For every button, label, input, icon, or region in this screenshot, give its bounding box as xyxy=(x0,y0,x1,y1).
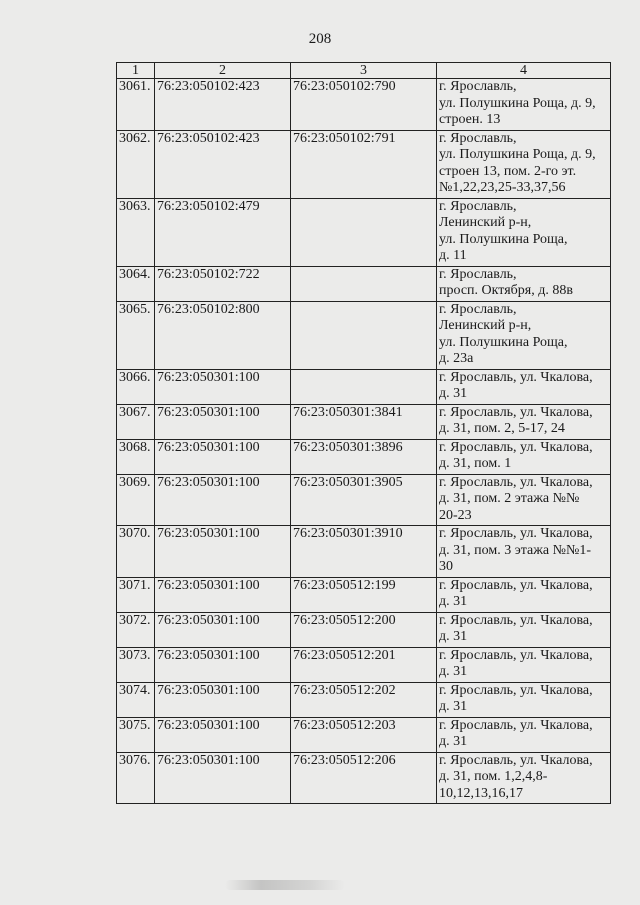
address-cell: г. Ярославль, ул. Чкалова, д. 31 xyxy=(437,612,611,647)
object-cadastral-number-cell xyxy=(291,266,437,301)
address-cell: г. Ярославль, ул. Чкалова, д. 31 xyxy=(437,577,611,612)
table-row xyxy=(117,577,611,612)
address-cell: г. Ярославль, ул. Чкалова, д. 31, пом. 2, 5-17, 24 xyxy=(437,404,611,439)
column-header-4: 4 xyxy=(437,63,611,79)
registry-table xyxy=(116,62,611,804)
object-cadastral-number-cell: 76:23:050301:3910 xyxy=(291,526,437,578)
address-cell: г. Ярославль, ул. Чкалова, д. 31, пом. 2 этажа №№ 20-23 xyxy=(437,474,611,526)
row-number-cell: 3072. xyxy=(117,612,155,647)
column-header-1: 1 xyxy=(117,63,155,79)
table-row xyxy=(117,198,611,266)
object-cadastral-number-cell: 76:23:050102:791 xyxy=(291,130,437,198)
object-cadastral-number-cell xyxy=(291,198,437,266)
table-row xyxy=(117,439,611,474)
table-row xyxy=(117,612,611,647)
cadastral-number-cell: 76:23:050102:423 xyxy=(155,130,291,198)
address-cell: г. Ярославль, Ленинский р-н, ул. Полушкина Роща, д. 23а xyxy=(437,301,611,369)
object-cadastral-number-cell: 76:23:050301:3896 xyxy=(291,439,437,474)
cadastral-number-cell: 76:23:050301:100 xyxy=(155,369,291,404)
row-number-cell: 3073. xyxy=(117,647,155,682)
cadastral-number-cell: 76:23:050301:100 xyxy=(155,682,291,717)
row-number-cell: 3067. xyxy=(117,404,155,439)
cadastral-number-cell: 76:23:050102:722 xyxy=(155,266,291,301)
object-cadastral-number-cell: 76:23:050512:202 xyxy=(291,682,437,717)
row-number-cell: 3068. xyxy=(117,439,155,474)
object-cadastral-number-cell: 76:23:050512:201 xyxy=(291,647,437,682)
table-row xyxy=(117,526,611,578)
object-cadastral-number-cell: 76:23:050512:203 xyxy=(291,717,437,752)
row-number-cell: 3070. xyxy=(117,526,155,578)
cadastral-number-cell: 76:23:050301:100 xyxy=(155,474,291,526)
table-row xyxy=(117,717,611,752)
address-cell: г. Ярославль, Ленинский р-н, ул. Полушкина Роща, д. 11 xyxy=(437,198,611,266)
address-cell: г. Ярославль, ул. Чкалова, д. 31, пом. 3 этажа №№1- 30 xyxy=(437,526,611,578)
row-number-cell: 3062. xyxy=(117,130,155,198)
scan-artifact xyxy=(225,880,345,890)
object-cadastral-number-cell: 76:23:050301:3905 xyxy=(291,474,437,526)
table-row xyxy=(117,474,611,526)
row-number-cell: 3069. xyxy=(117,474,155,526)
row-number-cell: 3065. xyxy=(117,301,155,369)
cadastral-number-cell: 76:23:050102:479 xyxy=(155,198,291,266)
row-number-cell: 3063. xyxy=(117,198,155,266)
table-row xyxy=(117,647,611,682)
row-number-cell: 3066. xyxy=(117,369,155,404)
row-number-cell: 3076. xyxy=(117,752,155,804)
address-cell: г. Ярославль, просп. Октября, д. 88в xyxy=(437,266,611,301)
cadastral-number-cell: 76:23:050301:100 xyxy=(155,612,291,647)
address-cell: г. Ярославль, ул. Чкалова, д. 31 xyxy=(437,647,611,682)
table-row xyxy=(117,752,611,804)
object-cadastral-number-cell: 76:23:050512:200 xyxy=(291,612,437,647)
row-number-cell: 3064. xyxy=(117,266,155,301)
address-cell: г. Ярославль, ул. Полушкина Роща, д. 9, строен 13, пом. 2-го эт. №1,22,23,25-33,37,56 xyxy=(437,130,611,198)
cadastral-number-cell: 76:23:050301:100 xyxy=(155,647,291,682)
table-row xyxy=(117,301,611,369)
table-row xyxy=(117,130,611,198)
cadastral-number-cell: 76:23:050301:100 xyxy=(155,526,291,578)
table-row xyxy=(117,404,611,439)
column-header-2: 2 xyxy=(155,63,291,79)
object-cadastral-number-cell: 76:23:050512:199 xyxy=(291,577,437,612)
table-row xyxy=(117,266,611,301)
cadastral-number-cell: 76:23:050301:100 xyxy=(155,752,291,804)
row-number-cell: 3071. xyxy=(117,577,155,612)
cadastral-number-cell: 76:23:050301:100 xyxy=(155,717,291,752)
object-cadastral-number-cell xyxy=(291,301,437,369)
cadastral-number-cell: 76:23:050301:100 xyxy=(155,404,291,439)
column-header-3: 3 xyxy=(291,63,437,79)
row-number-cell: 3074. xyxy=(117,682,155,717)
cadastral-number-cell: 76:23:050102:800 xyxy=(155,301,291,369)
table-header-row xyxy=(117,63,611,79)
object-cadastral-number-cell: 76:23:050102:790 xyxy=(291,79,437,131)
address-cell: г. Ярославль, ул. Чкалова, д. 31 xyxy=(437,369,611,404)
address-cell: г. Ярославль, ул. Полушкина Роща, д. 9, строен. 13 xyxy=(437,79,611,131)
object-cadastral-number-cell: 76:23:050512:206 xyxy=(291,752,437,804)
table-row xyxy=(117,369,611,404)
cadastral-number-cell: 76:23:050301:100 xyxy=(155,439,291,474)
object-cadastral-number-cell xyxy=(291,369,437,404)
address-cell: г. Ярославль, ул. Чкалова, д. 31, пом. 1 xyxy=(437,439,611,474)
page-number: 208 xyxy=(308,31,332,47)
cadastral-number-cell: 76:23:050301:100 xyxy=(155,577,291,612)
table-row xyxy=(117,682,611,717)
row-number-cell: 3061. xyxy=(117,79,155,131)
object-cadastral-number-cell: 76:23:050301:3841 xyxy=(291,404,437,439)
table-row xyxy=(117,79,611,131)
address-cell: г. Ярославль, ул. Чкалова, д. 31 xyxy=(437,717,611,752)
cadastral-number-cell: 76:23:050102:423 xyxy=(155,79,291,131)
address-cell: г. Ярославль, ул. Чкалова, д. 31 xyxy=(437,682,611,717)
row-number-cell: 3075. xyxy=(117,717,155,752)
address-cell: г. Ярославль, ул. Чкалова, д. 31, пом. 1,2,4,8- 10,12,13,16,17 xyxy=(437,752,611,804)
